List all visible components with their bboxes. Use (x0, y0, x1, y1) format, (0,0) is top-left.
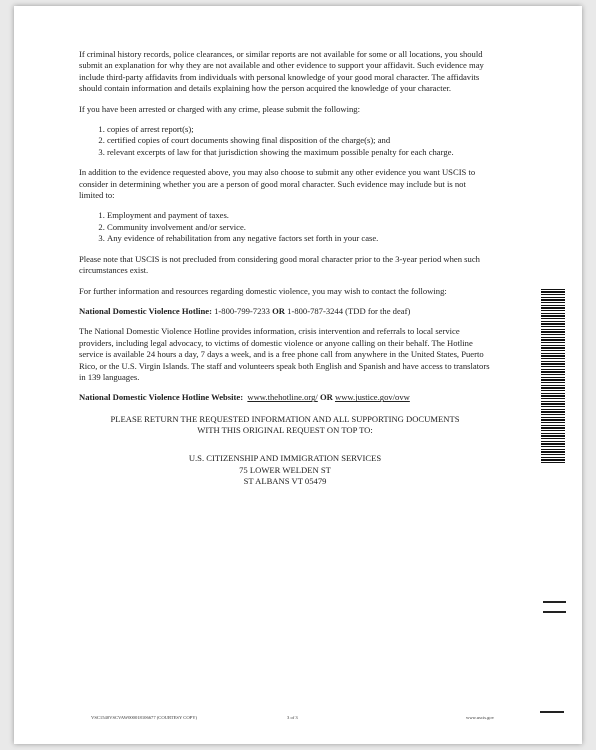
paragraph-further-info: For further information and resources regarding domestic violence, you may wish to contact the following: (79, 285, 447, 296)
list-item: 1. Employment and payment of taxes. (107, 210, 491, 221)
hotline-line (79, 306, 491, 317)
paragraph-three-year: Please note that USCIS is not precluded from considering good moral character prior to the 3-year period when such circumstances exist. (79, 253, 480, 276)
list-item: 1. copies of arrest report(s); (107, 124, 491, 135)
link-thehotline[interactable]: www.thehotline.org/ (247, 392, 318, 403)
additional-evidence-list (79, 210, 491, 244)
link-justice-ovw[interactable]: www.justice.gov/ovw (334, 392, 410, 403)
document-body (79, 49, 491, 488)
hotline-number-primary: 1-800-799-7233 (214, 305, 270, 316)
footer-website: www.uscis.gov (466, 715, 495, 720)
list-item: 3. relevant excerpts of law for that jurisdiction showing the maximum possible penalty for each charge. (107, 147, 491, 158)
paragraph-criminal-records: If criminal history records, police clearances, or similar reports are not available for some or all locations, you should submit an explanation for why they are not available and other evidence to support your affidavit. Such evidence may include third-party affidavits from individuals with personal knowledge of your good moral character. The affidavits should contain information and details explaining how the person acquired the knowledge of your character. (79, 49, 484, 94)
return-instructions (79, 414, 491, 437)
return-line: WITH THIS ORIGINAL REQUEST ON TOP TO: (197, 425, 373, 436)
hotline-or: OR (272, 305, 286, 316)
address-line: 75 LOWER WELDEN ST (239, 464, 331, 475)
list-item: 3. Any evidence of rehabilitation from any negative factors set forth in your case. (107, 233, 491, 244)
mailing-address (79, 453, 491, 488)
registration-mark (543, 611, 566, 613)
hotline-number-tdd: 1-800-787-3244 (TDD for the deaf) (287, 305, 411, 316)
list-item: 2. certified copies of court documents showing final disposition of the charge(s); and (107, 135, 491, 146)
hotline-label: National Domestic Violence Hotline: (79, 305, 212, 316)
barcode (541, 289, 565, 463)
website-or: OR (319, 392, 333, 403)
address-line: U.S. CITIZENSHIP AND IMMIGRATION SERVICES (188, 452, 382, 463)
list-item: 2. Community involvement and/or service. (107, 222, 491, 233)
arrest-evidence-list (79, 124, 491, 158)
address-line: ST ALBANS VT 05479 (243, 476, 327, 487)
footer-page-number: 3 of 3 (287, 715, 298, 720)
website-line (79, 392, 491, 403)
return-line: PLEASE RETURN THE REQUESTED INFORMATION AND ALL SUPPORTING DOCUMENTS (110, 413, 460, 424)
paragraph-arrested-intro: If you have been arrested or charged with any crime, please submit the following: (79, 103, 360, 114)
paragraph-hotline-description: The National Domestic Violence Hotline provides information, crisis intervention and referrals to local service providers, including legal advocacy, to victims of domestic violence or anyone calling on their behalf. The Hotline service is available 24 hours a day, 7 days a week, and is a free phone call from anywhere in the United States, Puerto Rico, or the U.S. Virgin Islands. The staff and volunteers speak both English and Spanish and have access to translators in 139 languages. (79, 326, 490, 382)
footer-left: VSC1540VSCVAW000018106677 (COURTESY COPY) (91, 715, 198, 720)
registration-mark (540, 711, 564, 713)
website-label: National Domestic Violence Hotline Website: (79, 392, 244, 403)
paragraph-additional-evidence: In addition to the evidence requested above, you may also choose to submit any other evidence you want USCIS to consider in determining whether you are a person of good moral character. Such evidence may include but is not limited to: (79, 167, 476, 201)
registration-mark (543, 601, 566, 603)
